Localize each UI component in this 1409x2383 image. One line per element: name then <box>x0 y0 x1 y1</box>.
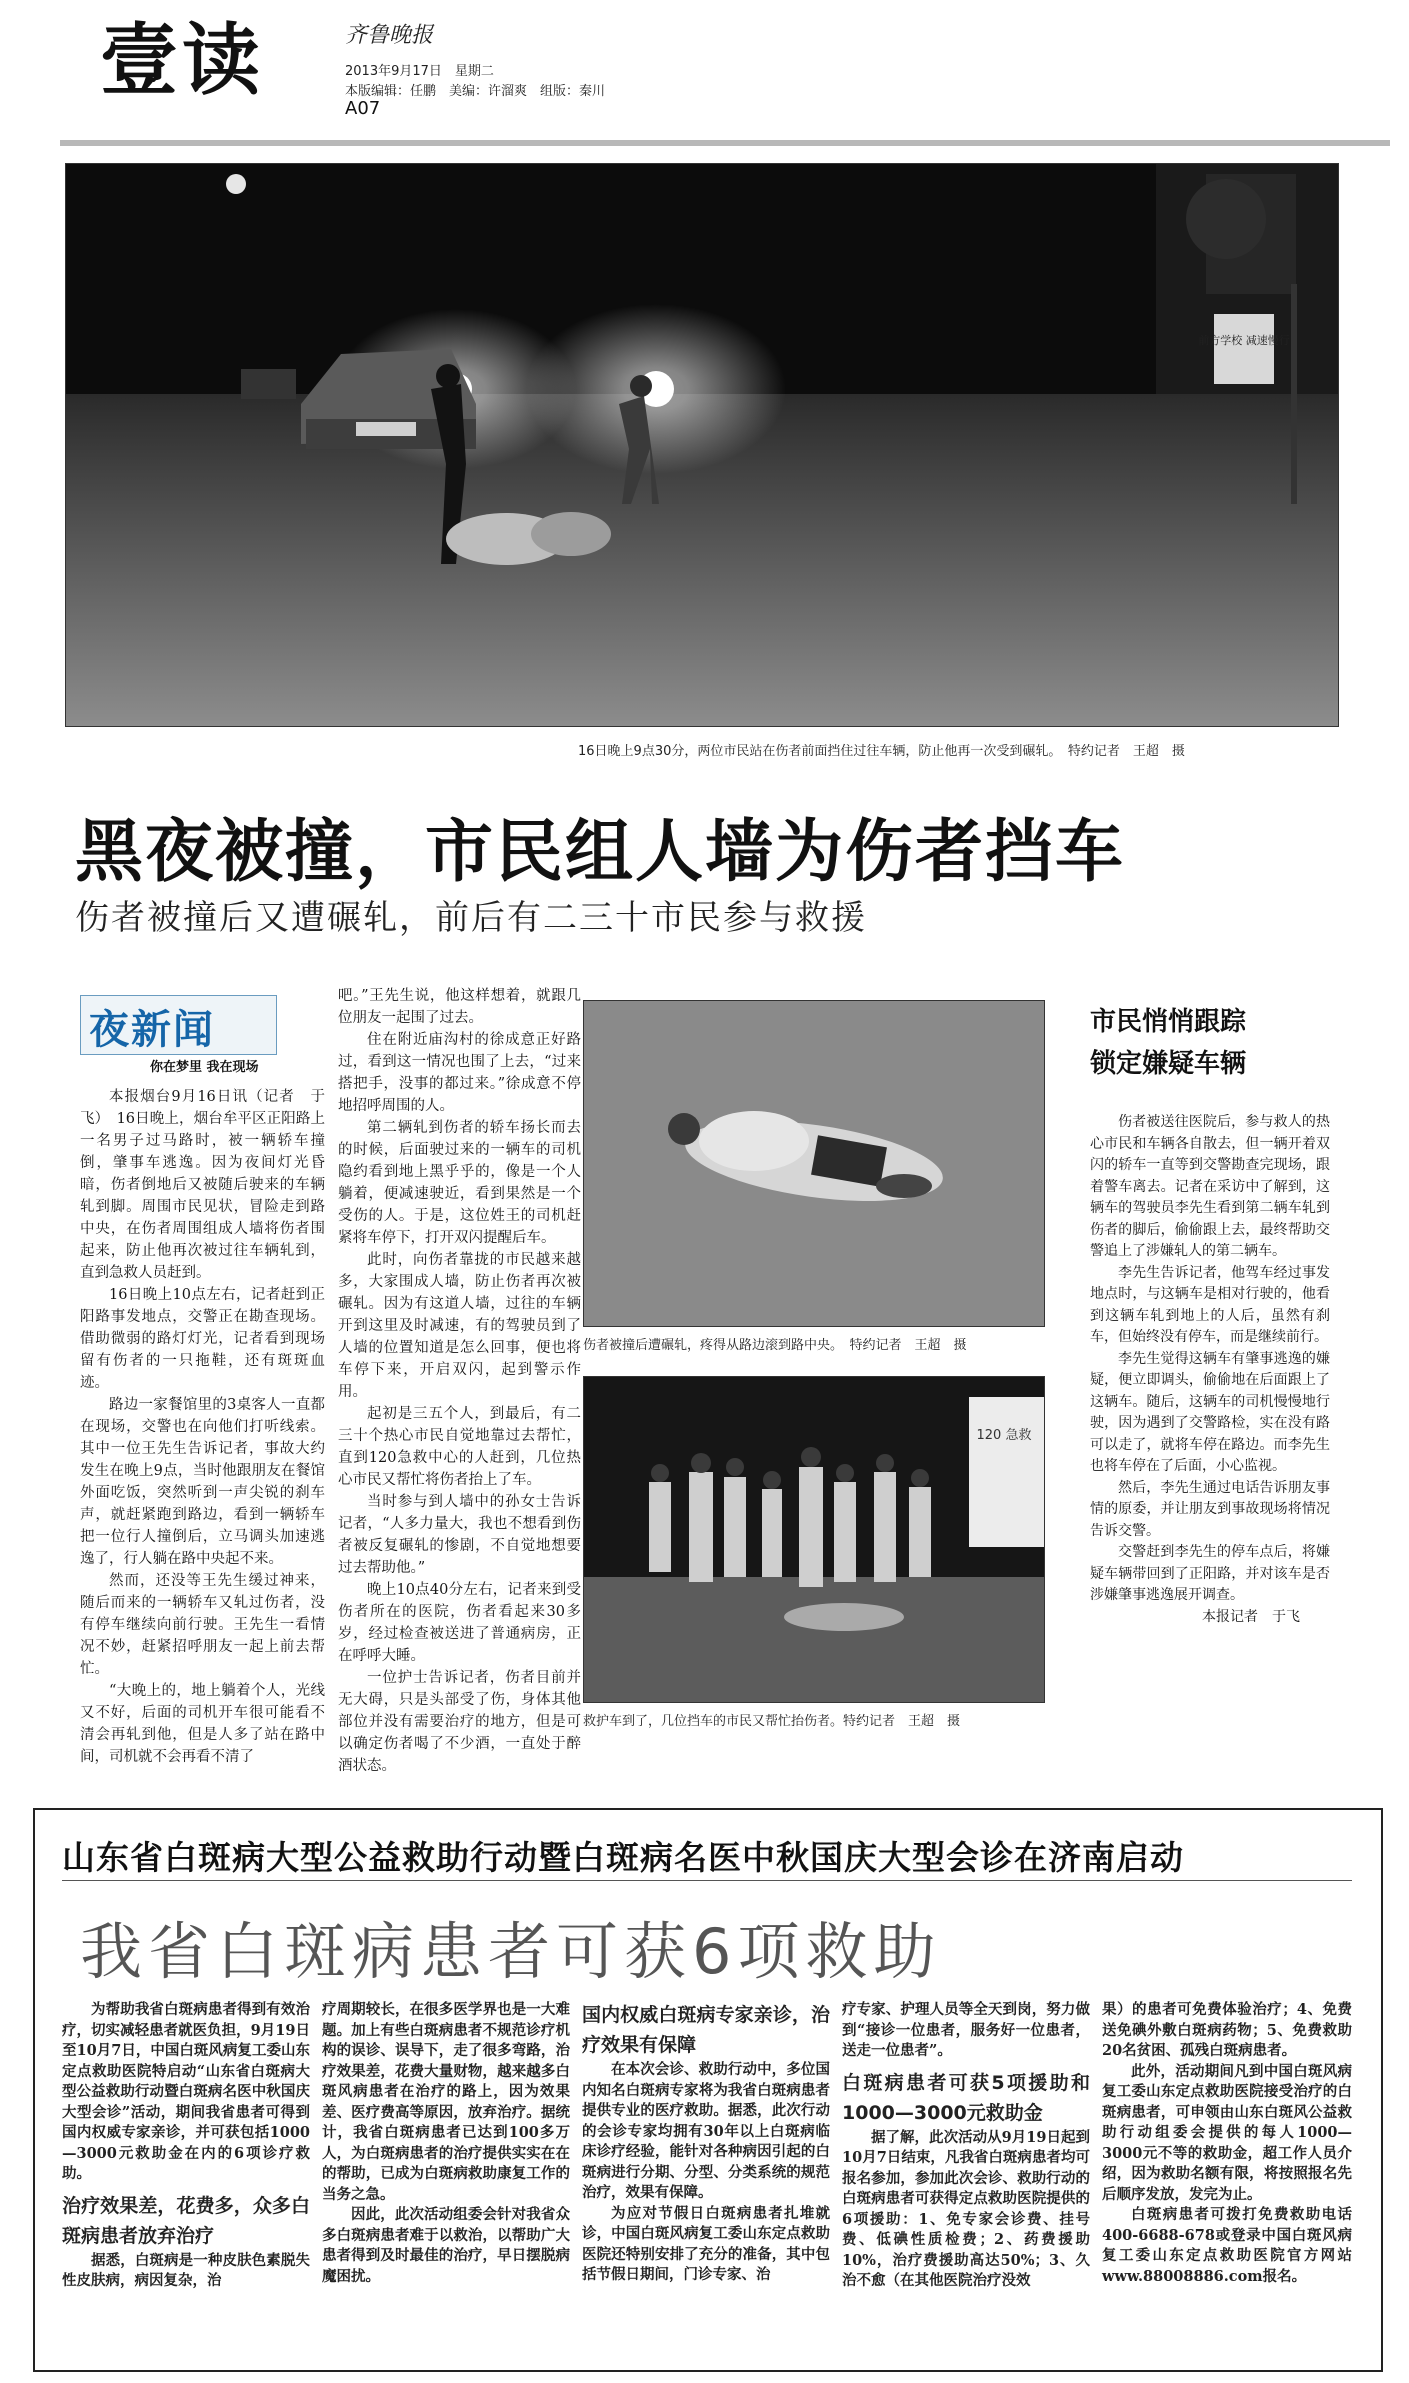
ad-subheading: 白斑病患者可获5项援助和1000—3000元救助金 <box>842 2071 1090 2124</box>
ad-column-4 <box>842 2000 1090 2292</box>
ad-title: 山东省白斑病大型公益救助行动暨白斑病名医中秋国庆大型会诊在济南启动 <box>62 1838 1184 1877</box>
article-paragraph: 然而，还没等王先生缓过神来，随后而来的一辆轿车又轧过伤者，没有停车继续向前行驶。王先生一看情况不妙，赶紧招呼朋友一起上前去帮忙。 <box>80 1573 325 1677</box>
ambulance <box>969 1397 1044 1547</box>
injured-man-photo <box>583 1000 1045 1327</box>
newspaper-logo: 齐鲁晚报 <box>345 23 434 48</box>
top-photo <box>65 163 1339 727</box>
ad-subheading: 国内权威白斑病专家亲诊，治疗效果有保障 <box>582 2004 830 2056</box>
article-paragraph: 本报烟台9月16日讯（记者 于飞） 16日晚上，烟台牟平区正阳路上一名男子过马路时，被一辆轿车撞倒，肇事车逃逸。因为夜间灯光昏暗，伤者倒地后又被随后驶来的车辆轧到脚。周围市民见状，冒险走到路中央，在伤者周围组成人墙将伤者围起来，防止他再次被过往车辆轧到，直到急救人员赶到。 <box>80 1089 325 1281</box>
article-paragraph: “大晚上的，地上躺着个人，光线又不好，后面的司机开车很可能看不清会再轧到他，但是人多了站在路中间，司机就不会再看不清了 <box>80 1683 325 1765</box>
night-news-logo-title: 夜新闻 <box>89 1007 215 1053</box>
ad-divider <box>62 1880 1352 1881</box>
sidebar-paragraph: 伤者被送往医院后，参与救人的热心市民和车辆各自散去，但一辆开着双闪的轿车一直等到交警勘查完现场，跟着警车离去。记者在采访中了解到，这辆车的驾驶员李先生看到第二辆车轧到伤者的脚后，偷偷跟上去，最终帮助交警追上了涉嫌轧人的第二辆车。 <box>1090 1114 1330 1259</box>
sidebar-paragraph: 李先生觉得这辆车有肇事逃逸的嫌疑，便立即调头，偷偷地在后面跟上了这辆车。随后，这辆车的司机慢慢地行驶，因为遇到了交警路检，实在没有路可以走了，就将车停在路边。而李先生也将车停在了后面，小心监视。 <box>1090 1350 1330 1474</box>
ad-paragraph: 据悉，白斑病是一种皮肤色素脱失性皮肤病，病因复杂，治 <box>62 2251 310 2289</box>
ad-paragraph: 在本次会诊、救助行动中，多位国内知名白斑病专家将为我省白斑病患者提供专业的医疗救助。据悉，此次行动的会诊专家均拥有30年以上白斑病临床诊疗经验，能针对各种病因引起的白斑病进行分期、分型、分类系统的规范治疗，效果有保障。 <box>582 2061 830 2201</box>
sidebar-heading-line-1: 市民悄悄跟踪 <box>1090 1007 1247 1037</box>
ad-paragraph: 此外，活动期间凡到中国白斑风病复工委山东定点救助医院接受治疗的白斑病患者，可申领由山东白斑风公益救助行动组委会提供的每人1000—3000元不等的救助金，超工作人员介绍，因为救助名额有限，将按照报名先后顺序发放，发完为止。 <box>1102 2062 1352 2203</box>
article-column-1 <box>80 1086 325 1768</box>
ambulance-scene-image <box>584 1377 1044 1702</box>
ambulance-photo-caption: 救护车到了，几位挡车的市民又帮忙抬伤者。特约记者 王超 摄 <box>583 1714 961 1729</box>
ad-subheading: 治疗效果差，花费多，众多白斑病患者放弃治疗 <box>62 2194 310 2247</box>
ambulance-sign-text: 120 急救 <box>976 1428 1032 1443</box>
injured-photo-caption: 伤者被撞后遭碾轧，疼得从路边滚到路中央。 特约记者 王超 摄 <box>583 1338 967 1353</box>
header-rule <box>60 140 1390 146</box>
article-paragraph: 晚上10点40分左右，记者来到受伤者所在的医院，伤者看起来30多岁，经过检查被送进了普通病房，正在呼呼大睡。 <box>338 1582 581 1664</box>
article-paragraph: 当时参与到人墙中的孙女士告诉记者，“人多力量大，我也不想看到伤者被反复碾轧的惨剧，不自觉地想要过去帮助他。” <box>338 1494 581 1576</box>
ad-paragraph: 据了解，此次活动从9月19日起到10月7日结束，凡我省白斑病患者均可报名参加，参加此次会诊、救助行动的白斑病患者可获得定点救助医院提供的6项援助：1、免专家会诊费、挂号费、低碘性质检费；2、药费援助10%，治疗费援助高达50%；3、久治不愈（在其他医院治疗没效 <box>842 2128 1090 2289</box>
article-paragraph: 起初是三五个人，到最后，有二三十个热心市民自觉地靠过去帮忙，直到120急救中心的人赶到，几位热心市民又帮忙将伤者抬上了车。 <box>338 1406 581 1488</box>
ad-column-5 <box>1102 2000 1352 2287</box>
ambulance-photo <box>583 1376 1045 1703</box>
page-number: A07 <box>345 98 381 119</box>
sidebar-paragraph: 李先生告诉记者，他驾车经过事发地点时，与这辆车是相对行驶的，他看到这辆车轧到地上的人后，虽然有刹车，但始终没有停车，而是继续前行。 <box>1090 1264 1330 1345</box>
main-headline: 黑夜被撞，市民组人墙为伤者挡车 <box>75 813 1126 892</box>
school-sign-text: 前方学校 减速慢行 <box>1198 334 1290 347</box>
editor-credits: 本版编辑：任鹏 美编：许溜爽 组版：秦川 <box>345 84 606 99</box>
article-paragraph: 住在附近庙沟村的徐成意正好路过，看到这一情况也围了上去，“过来搭把手，没事的都过来。”徐成意不停地招呼周围的人。 <box>338 1032 581 1114</box>
ad-column-1 <box>62 2000 310 2292</box>
sidebar-paragraph: 然后，李先生通过电话告诉朋友事情的原委，并让朋友到事故现场将情况告诉交警。 <box>1090 1479 1330 1539</box>
article-paragraph: 吧。”王先生说，他这样想着，就跟几位朋友一起围了过去。 <box>338 988 581 1026</box>
article-paragraph: 一位护士告诉记者，伤者目前并无大碍，只是头部受了伤，身体其他部位并没有需要治疗的地方，但是可以确定伤者喝了不少酒，一直处于醉酒状态。 <box>338 1670 581 1774</box>
sidebar-paragraph: 交警赶到李先生的停车点后，将嫌疑车辆带回到了正阳路，并对该车是否涉嫌肇事逃逸展开调查。 <box>1090 1544 1330 1603</box>
ad-paragraph: 为应对节假日白斑病患者扎堆就诊，中国白斑风病复工委山东定点救助医院还特别安排了充分的准备，其中包括节假日期间，门诊专家、治 <box>582 2204 830 2283</box>
ad-paragraph: 疗周期较长，在很多医学界也是一大难题。加上有些白斑病患者不规范诊疗机构的误诊、误导下，走了很多弯路，治疗效果差，花费大量财物，越来越多白斑风病患者在治疗的路上，因为效果差、医疗费高等原因，放弃治疗。据统计，我省白斑病患者已达到100多万人，为白斑病患者的治疗提供实实在在的帮助，已成为白斑病救助康复工作的当务之急。 <box>322 2001 570 2203</box>
article-paragraph: 路边一家餐馆里的3桌客人一直都在现场，交警也在向他们打听线索。其中一位王先生告诉记者，事故大约发生在晚上9点，当时他跟朋友在餐馆外面吃饭，突然听到一声尖锐的刹车声，就赶紧跑到路边，看到一辆轿车把一位行人撞倒后，立马调头加速逃逸了，行人躺在路中央起不来。 <box>80 1397 325 1567</box>
sidebar-byline: 本报记者 于飞 <box>1202 1608 1300 1625</box>
ad-paragraph: 白斑病患者可拨打免费救助电话400-6688-678或登录中国白斑风病复工委山东定点救助医院官方网站www.88008886.com报名。 <box>1102 2206 1352 2285</box>
ad-headline: 我省白斑病患者可获6项救助 <box>80 1915 942 1988</box>
section-title: 壹读 <box>100 16 265 106</box>
ad-paragraph: 果）的患者可免费体验治疗；4、免费送免碘外敷白斑病药物；5、免费救助20名贫困、孤残白斑病患者。 <box>1102 2001 1352 2059</box>
ad-paragraph: 因此，此次活动组委会针对我省众多白斑病患者难于以救治，以帮助广大患者得到及时最佳的治疗，早日摆脱病魔困扰。 <box>322 2206 570 2285</box>
ad-column-2 <box>322 2000 570 2287</box>
top-photo-caption: 16日晚上9点30分，两位市民站在伤者前面挡住过往车辆，防止他再一次受到碾轧。 特约记者 王超 摄 <box>578 744 1185 759</box>
night-street-photo <box>66 164 1338 726</box>
article-paragraph: 此时，向伤者靠拢的市民越来越多，大家围成人墙，防止伤者再次被碾轧。因为有这道人墙，过往的车辆开到这里及时减速，有的驾驶员到了人墙的位置知道是怎么回事，便也将车停下来，开启双闪，起到警示作用。 <box>338 1252 581 1400</box>
sidebar-body <box>1090 1112 1330 1628</box>
issue-date: 2013年9月17日 星期二 <box>345 64 494 79</box>
night-news-logo <box>80 995 277 1055</box>
night-news-slogan: 你在梦里 我在现场 <box>150 1060 259 1075</box>
sidebar-heading-line-2: 锁定嫌疑车辆 <box>1090 1049 1247 1079</box>
article-paragraph: 第二辆轧到伤者的轿车扬长而去的时候，后面驶过来的一辆车的司机隐约看到地上黑乎乎的，像是一个人躺着，便减速驶近，看到果然是一个受伤的人。于是，这位姓王的司机赶紧将车停下，打开双闪提醒后车。 <box>338 1120 581 1246</box>
school-sign <box>1214 314 1274 384</box>
article-column-2 <box>338 985 581 1777</box>
injured-man-image <box>584 1001 1044 1326</box>
ad-paragraph: 疗专家、护理人员等全天到岗，努力做到“接诊一位患者，服务好一位患者，送走一位患者”。 <box>842 2001 1090 2059</box>
ad-paragraph: 为帮助我省白斑病患者得到有效治疗，切实减轻患者就医负担，9月19日至10月7日，中国白斑风病复工委山东定点救助医院特启动“山东省白斑病大型公益救助行动暨白斑病名医中秋国庆大型会诊”活动，期间我省患者可得到国内权威专家亲诊，并可获包括1000—3000元救助金在内的6项诊疗救助。 <box>62 2001 310 2182</box>
ad-column-3 <box>582 2000 830 2286</box>
sub-headline: 伤者被撞后又遭碾轧，前后有二三十市民参与救援 <box>75 898 867 938</box>
article-paragraph: 16日晚上10点左右，记者赶到正阳路事发地点，交警正在勘查现场。借助微弱的路灯灯光，记者看到现场留有伤者的一只拖鞋，还有斑斑血迹。 <box>80 1287 325 1391</box>
